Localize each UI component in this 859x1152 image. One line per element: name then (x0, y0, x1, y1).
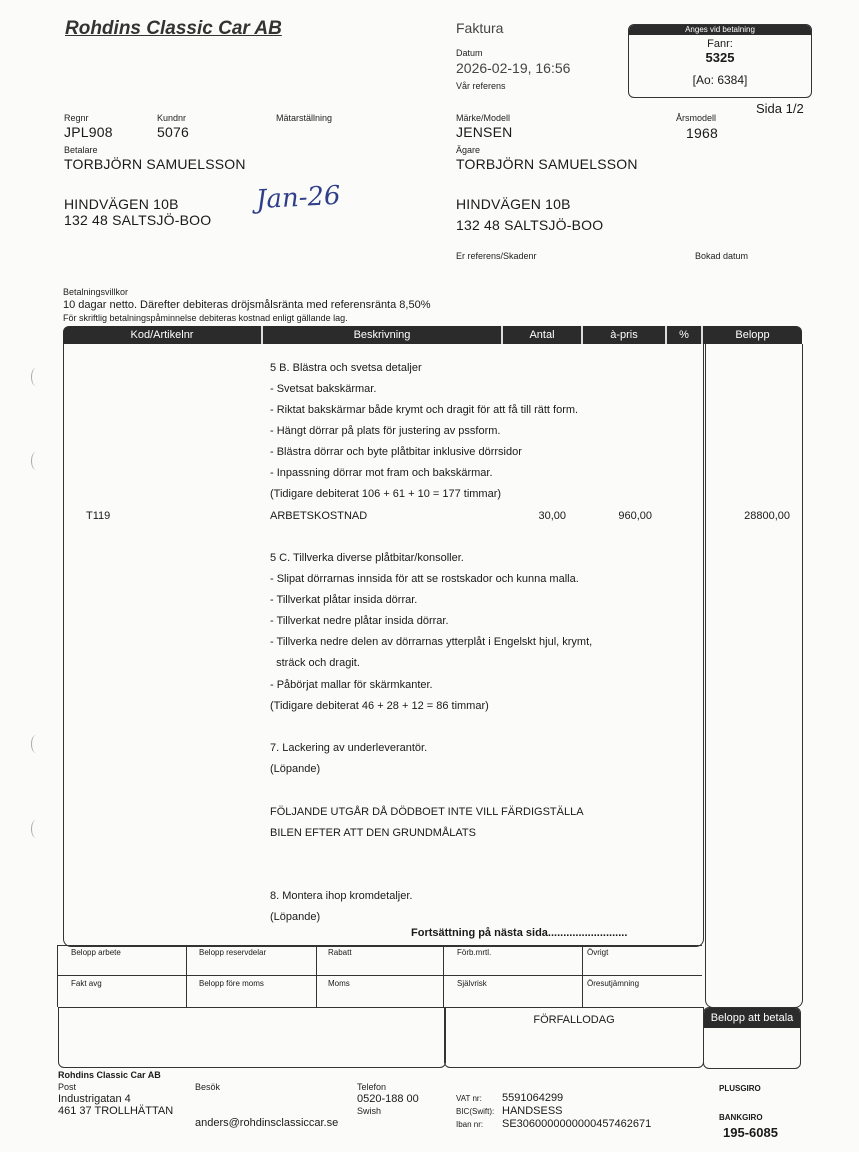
fortsattning-note: Fortsättning på nästa sida.......................... (411, 927, 628, 939)
page-number: Sida 1/2 (756, 101, 804, 116)
punch-hole (31, 368, 41, 386)
item-description: ARBETSKOSTNAD (270, 510, 368, 522)
list-item: (Tidigare debiterat 106 + 61 + 10 = 177 timmar) (270, 488, 502, 500)
list-item: - Tillverkat plåtar insida dörrar. (270, 594, 418, 606)
betalare-value: TORBJÖRN SAMUELSSON (64, 156, 246, 172)
item-antal: 30,00 (538, 510, 566, 522)
list-item: sträck och dragit. (270, 657, 360, 669)
telefon-value: 0520-188 00 (357, 1093, 419, 1105)
vat-value: 5591064299 (502, 1092, 564, 1104)
table-header (63, 326, 802, 344)
col-percent: % (667, 326, 703, 344)
payment-box-header: Anges vid betalning (629, 25, 811, 35)
footer-email: anders@rohdinsclassiccar.se (195, 1117, 339, 1129)
var-referens-label: Vår referens (456, 81, 506, 91)
datum-label: Datum (456, 48, 483, 58)
forfallodag-box (444, 1007, 704, 1068)
belopp-fore-moms-label: Belopp före moms (199, 979, 264, 988)
belopp-att-betala-label: Belopp att betala (704, 1008, 800, 1028)
agare-label: Ägare (456, 145, 481, 155)
oresutjamning-label: Öresutjämning (587, 979, 640, 988)
fanr-value: 5325 (705, 50, 735, 65)
item-apris: 960,00 (618, 510, 652, 522)
list-item: - Slipat dörrarnas innsida för att se rostskador och kunna malla. (270, 573, 579, 585)
plusgiro-label: PLUSGIRO (719, 1084, 761, 1093)
betalningsvillkor-text: 10 dagar netto. Därefter debiteras dröjsmålsränta med referensränta 8,50% (63, 299, 431, 311)
list-item: 7. Lackering av underleverantör. (270, 742, 428, 754)
list-item: - Riktat bakskärmar både krymt och dragit för att få till rätt form. (270, 404, 579, 416)
list-item: - Inpassning dörrar mot fram och bakskärmar. (270, 467, 493, 479)
handwritten-note: Jan-26 (255, 180, 342, 216)
list-item: - Tillverkat nedre plåtar insida dörrar. (270, 615, 449, 627)
list-item: 8. Montera ihop kromdetaljer. (270, 890, 413, 902)
bic-value: HANDSESS (502, 1105, 563, 1117)
list-item: - Påbörjat mallar för skärmkanter. (270, 679, 433, 691)
regnr-label: Regnr (64, 113, 89, 123)
col-kod: Kod/Artikelnr (63, 326, 263, 344)
besok-label: Besök (195, 1082, 221, 1092)
agare-value: TORBJÖRN SAMUELSSON (456, 156, 638, 172)
bankgiro-label: BANKGIRO (719, 1113, 763, 1122)
summary-grid (57, 945, 702, 1007)
fanr-label: Fanr: (707, 38, 733, 50)
bottom-left-box (58, 1007, 446, 1068)
bokad-datum-label: Bokad datum (695, 251, 749, 261)
marke-label: Märke/Modell (456, 113, 511, 123)
invoice-date: 2026-02-19, 16:56 (456, 60, 571, 76)
item-kod: T119 (86, 510, 111, 522)
post-label: Post (58, 1082, 77, 1092)
list-item: - Svetsat bakskärmar. (270, 383, 377, 395)
agare-address-city: 132 48 SALTSJÖ-BOO (456, 217, 604, 233)
list-item: - Blästra dörrar och byte plåtbitar inklusive dörrsidor (270, 446, 522, 458)
regnr-value: JPL908 (64, 124, 113, 140)
rabatt-label: Rabatt (328, 948, 352, 957)
belopp-column (705, 344, 803, 1008)
item-belopp: 28800,00 (744, 510, 790, 522)
list-item: - Tillverka nedre delen av dörrarnas ytterplåt i Engelskt hjul, krymt, (270, 636, 593, 648)
fakt-avg-label: Fakt avg (71, 979, 102, 988)
kundnr-value: 5076 (157, 124, 189, 140)
agare-address-street: HINDVÄGEN 10B (456, 196, 571, 212)
post-street: Industrigatan 4 (58, 1093, 131, 1105)
forb-mrtl-label: Förb.mrtl. (457, 948, 492, 957)
company-name: Rohdins Classic Car AB (65, 18, 282, 39)
betalare-address-street: HINDVÄGEN 10B (64, 196, 179, 212)
er-referens-label: Er referens/Skadenr (456, 251, 537, 261)
punch-hole (31, 820, 41, 838)
list-item: 5 C. Tillverka diverse plåtbitar/konsoller. (270, 552, 464, 564)
arsmodell-value: 1968 (686, 125, 718, 141)
list-item: 5 B. Blästra och svetsa detaljer (270, 362, 422, 374)
skriftlig-paminnelse: För skriftlig betalningspåminnelse debiteras kostnad enligt gällande lag. (63, 313, 348, 323)
payment-reference-box (628, 24, 812, 98)
betalningsvillkor-label: Betalningsvillkor (63, 287, 129, 297)
punch-hole (31, 735, 41, 753)
list-item: - Hängt dörrar på plats för justering av pssform. (270, 425, 501, 437)
forfallodag-label: FÖRFALLODAG (533, 1014, 615, 1026)
footer-company: Rohdins Classic Car AB (58, 1070, 161, 1080)
list-item: (Löpande) (270, 763, 321, 775)
betalare-address-city: 132 48 SALTSJÖ-BOO (64, 212, 212, 228)
marke-value: JENSEN (456, 124, 513, 140)
bankgiro-value: 195-6085 (723, 1125, 778, 1140)
iban-label: Iban nr: (456, 1120, 484, 1129)
vat-label: VAT nr: (456, 1094, 482, 1103)
list-item: FÖLJANDE UTGÅR DÅ DÖDBOET INTE VILL FÄRDIGSTÄLLA (270, 806, 584, 818)
arsmodell-label: Årsmodell (676, 113, 717, 123)
col-beskrivning: Beskrivning (263, 326, 503, 344)
sjalvrisk-label: Självrisk (457, 979, 487, 988)
iban-value: SE3060000000000457462671 (502, 1118, 652, 1130)
col-antal: Antal (503, 326, 583, 344)
matarstallning-label: Mätarställning (276, 113, 333, 123)
bic-label: BIC(Swift): (456, 1107, 495, 1116)
punch-hole (31, 452, 41, 470)
swish-label: Swish (357, 1106, 382, 1116)
moms-label: Moms (328, 979, 350, 988)
belopp-arbete-label: Belopp arbete (71, 948, 121, 957)
document-type: Faktura (456, 20, 504, 36)
telefon-label: Telefon (357, 1082, 387, 1092)
col-apris: à-pris (583, 326, 667, 344)
list-item: BILEN EFTER ATT DEN GRUNDMÅLATS (270, 827, 476, 839)
betalare-label: Betalare (64, 145, 98, 155)
list-item: (Löpande) (270, 911, 321, 923)
col-belopp: Belopp (735, 329, 770, 341)
list-item: (Tidigare debiterat 46 + 28 + 12 = 86 timmar) (270, 700, 489, 712)
ao-value: [Ao: 6384] (692, 73, 748, 87)
kundnr-label: Kundnr (157, 113, 187, 123)
belopp-reservdelar-label: Belopp reservdelar (199, 948, 267, 957)
post-city: 461 37 TROLLHÄTTAN (58, 1105, 174, 1117)
belopp-att-betala-box (703, 1007, 801, 1069)
ovrigt-label: Övrigt (587, 948, 609, 957)
